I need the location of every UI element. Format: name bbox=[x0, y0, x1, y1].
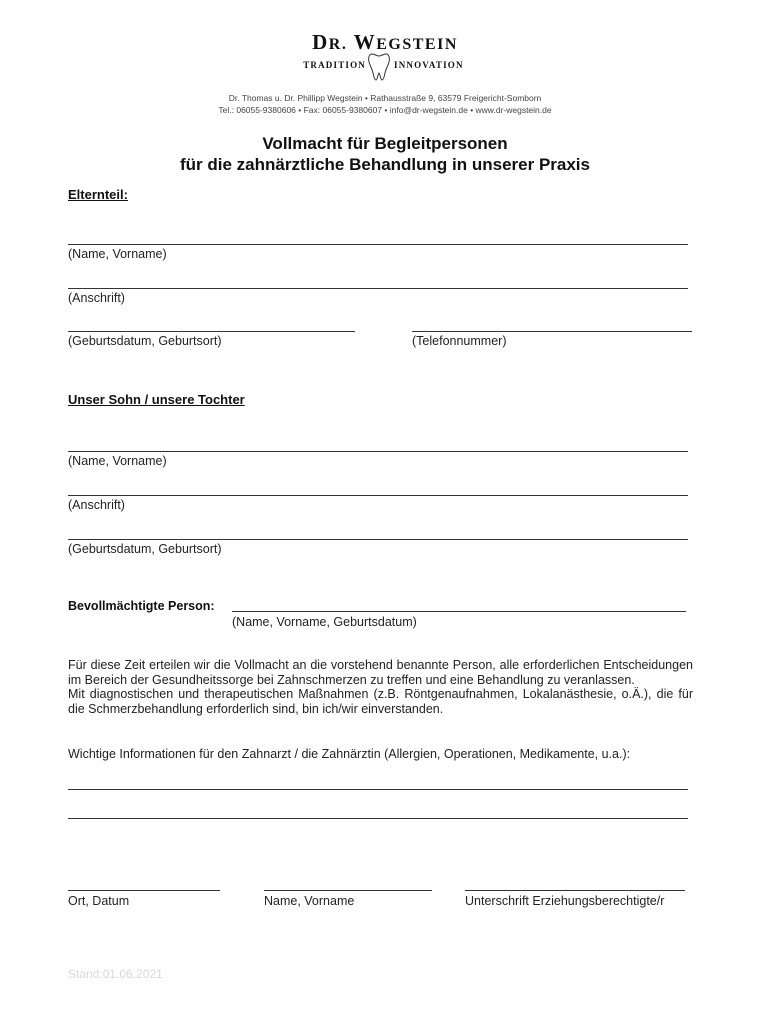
place-date-line[interactable] bbox=[68, 890, 220, 891]
tagline-innovation: INNOVATION bbox=[394, 60, 464, 70]
guardian-signature-line[interactable] bbox=[465, 890, 685, 891]
brand-initial: D bbox=[312, 30, 329, 54]
parent-name-line[interactable] bbox=[68, 244, 688, 245]
info-line-2[interactable] bbox=[68, 818, 688, 819]
place-date-label: Ort, Datum bbox=[68, 894, 130, 908]
parent-address-line[interactable] bbox=[68, 288, 688, 289]
child-name-label: (Name, Vorname) bbox=[68, 454, 167, 468]
child-address-label: (Anschrift) bbox=[68, 498, 125, 512]
signer-name-line[interactable] bbox=[264, 890, 432, 891]
document-version-date: Stand:01.06.2021 bbox=[68, 967, 163, 981]
signer-name-label: Name, Vorname bbox=[264, 894, 355, 908]
brand-name-rest: EGSTEIN bbox=[376, 36, 458, 53]
brand-initial-suffix: R. bbox=[328, 36, 348, 53]
child-birth-label: (Geburtsdatum, Geburtsort) bbox=[68, 542, 222, 556]
consent-text bbox=[68, 658, 693, 716]
brand-name-initial: W bbox=[353, 30, 377, 54]
contact-address: Dr. Thomas u. Dr. Phillipp Wegstein • Rathausstraße 9, 63579 Freigericht-Somborn bbox=[228, 93, 542, 103]
parent-phone-label: (Telefonnummer) bbox=[412, 334, 507, 348]
parent-phone-line[interactable] bbox=[412, 331, 692, 332]
tagline-tradition: TRADITION bbox=[303, 60, 366, 70]
parent-name-label: (Name, Vorname) bbox=[68, 247, 167, 261]
tooth-icon bbox=[367, 51, 391, 81]
authorized-person-line[interactable] bbox=[232, 611, 686, 612]
document-title: Vollmacht für Begleitpersonen bbox=[262, 134, 508, 153]
guardian-signature-label: Unterschrift Erziehungsberechtigte/r bbox=[465, 894, 665, 908]
parent-birth-line[interactable] bbox=[68, 331, 355, 332]
consent-paragraph: Für diese Zeit erteilen wir die Vollmacht an die vorstehend benannte Person, alle erforderlichen Entscheidungen im Bereich der Gesundheitssorge bei Zahnschmerzen zu treffen und eine Behandlung zu veranlassen. bbox=[68, 658, 693, 687]
parent-heading: Elternteil: bbox=[68, 187, 128, 202]
authorized-person-sublabel: (Name, Vorname, Geburtsdatum) bbox=[232, 615, 417, 629]
child-name-line[interactable] bbox=[68, 451, 688, 452]
child-heading: Unser Sohn / unsere Tochter bbox=[68, 392, 245, 407]
parent-address-label: (Anschrift) bbox=[68, 291, 125, 305]
parent-birth-label: (Geburtsdatum, Geburtsort) bbox=[68, 334, 222, 348]
child-address-line[interactable] bbox=[68, 495, 688, 496]
document-subtitle: für die zahnärztliche Behandlung in unserer Praxis bbox=[180, 155, 590, 174]
child-birth-line[interactable] bbox=[68, 539, 688, 540]
info-line-1[interactable] bbox=[68, 789, 688, 790]
contact-phone-email: Tel.: 06055-9380606 • Fax: 06055-9380607 • info@dr-wegstein.de • www.dr-wegstein.de bbox=[218, 105, 552, 115]
treatment-paragraph: Mit diagnostischen und therapeutischen Maßnahmen (z.B. Röntgenaufnahmen, Lokalanästhesie, o.Ä.), die für die Schmerzbehandlung erforderlich sind, bin ich/wir einverstanden. bbox=[68, 687, 693, 716]
authorized-person-label: Bevollmächtigte Person: bbox=[68, 599, 215, 613]
important-info-label: Wichtige Informationen für den Zahnarzt / die Zahnärztin (Allergien, Operationen, Medikamente, u.a.): bbox=[68, 747, 631, 761]
